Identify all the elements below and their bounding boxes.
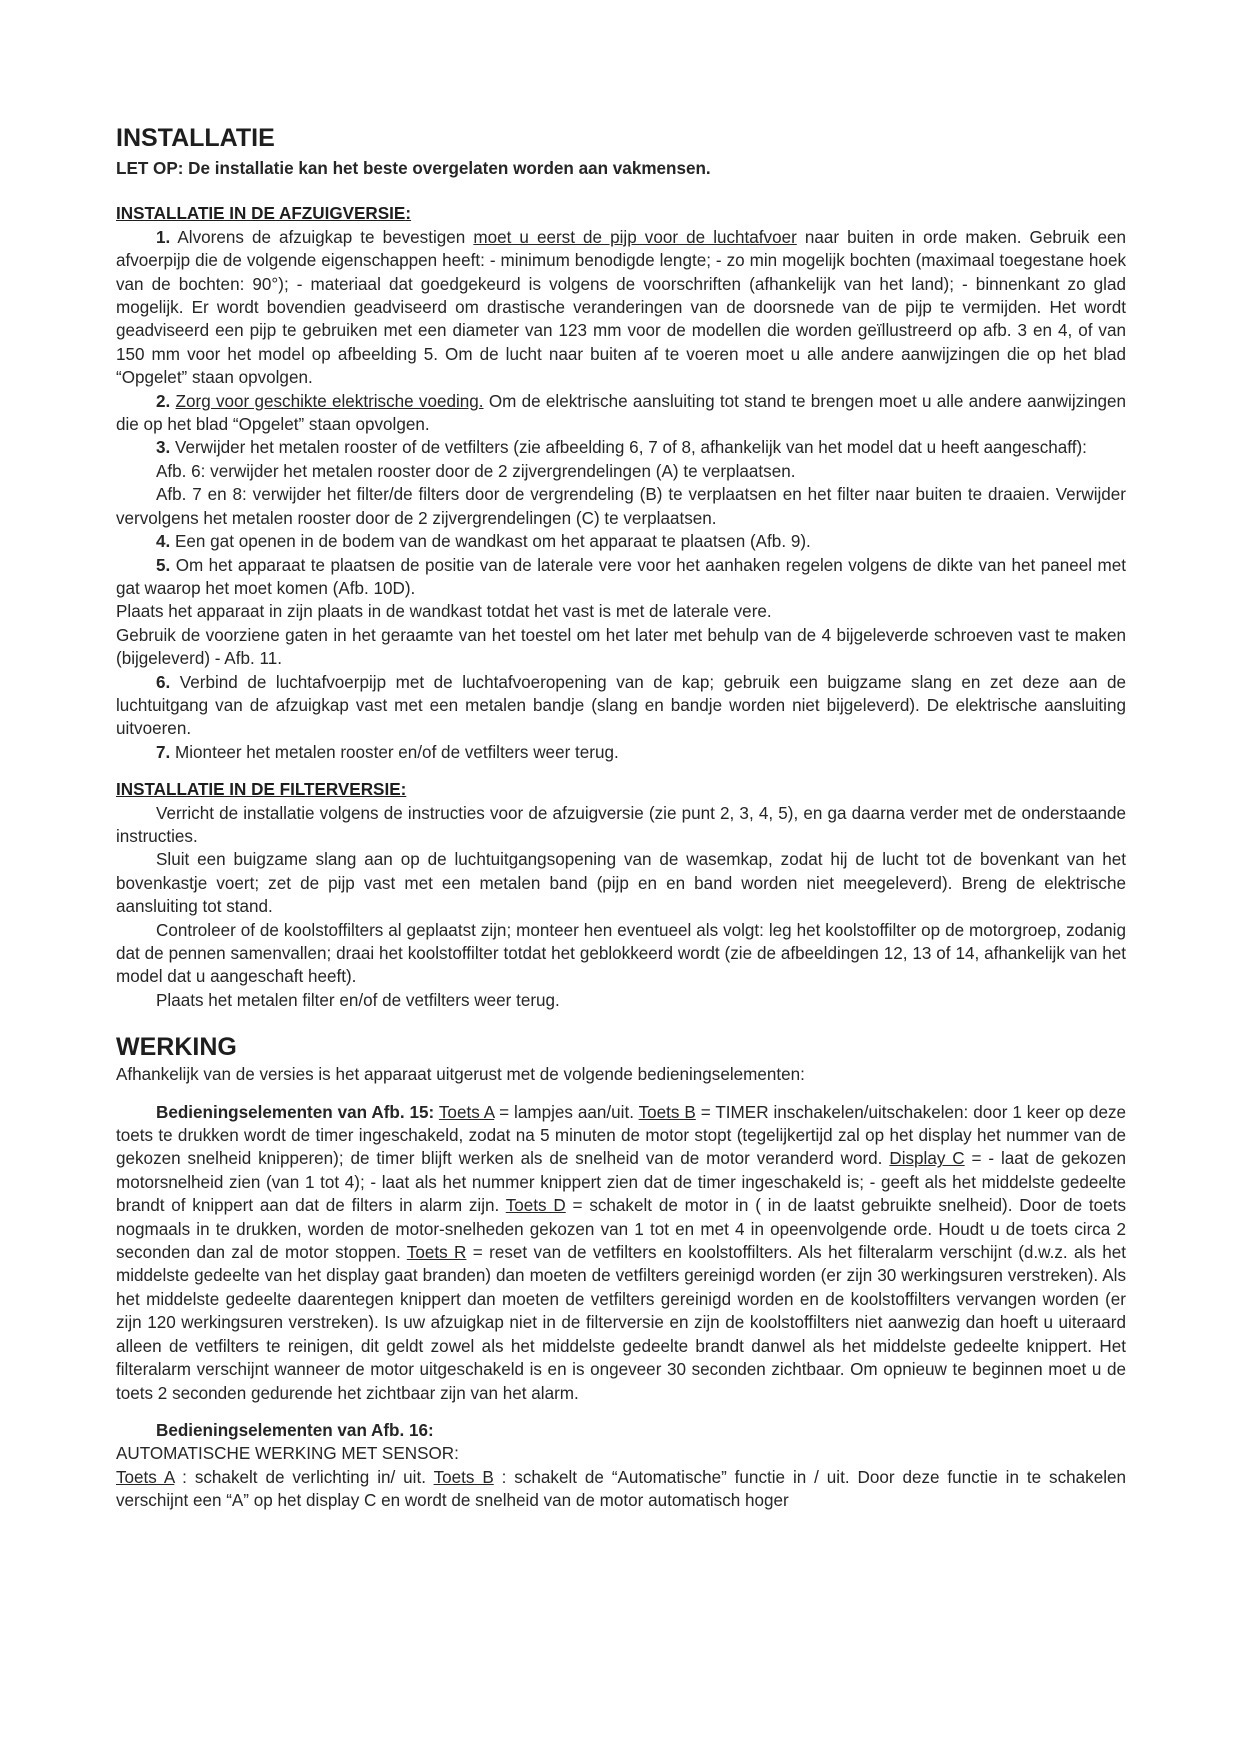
- step-6: 6. Verbind de luchtafvoerpijp met de luchtafvoeropening van de kap; gebruik een buigzame slang en zet deze aan de luchtuitgang van de afzuigkap vast met een metalen bandje (slang en bandje worden niet bijgeleverd). De elektrische aansluiting uitvoeren.: [116, 672, 1126, 739]
- controls-afb16: Toets A : schakelt de verlichting in/ uit. Toets B : schakelt de “Automatische” functie in / uit. Door deze functie in te schakelen verschijnt een “A” op het display C en wordt de snelheid van de motor automatisch hoger: [116, 1467, 1127, 1511]
- spacer: [116, 1012, 1126, 1033]
- controls-afb16-label: Bedieningselementen van Afb. 16:: [156, 1420, 434, 1440]
- document-page: [116, 124, 1126, 1513]
- subheading-afzuigversie: INSTALLATIE IN DE AFZUIGVERSIE:: [116, 204, 412, 224]
- step-5: 5. Om het apparaat te plaatsen de positie van de laterale vere voor het aanhaken regelen volgens de dikte van het paneel met gat waarop het moet komen (Afb. 10D).: [116, 555, 1126, 598]
- filter-paragraph-4: Plaats het metalen filter en/of de vetfilters weer terug.: [156, 990, 560, 1010]
- filter-paragraph-2: Sluit een buigzame slang aan op de luchtuitgangsopening van de wasemkap, zodat hij de lucht tot de bovenkant van het bovenkastje voert; zet de pijp vast met een metalen band (pijp en en band worden niet meegeleverd). Breng de elektrische aansluiting tot stand.: [116, 850, 1126, 917]
- auto-sensor-heading: AUTOMATISCHE WERKING MET SENSOR:: [116, 1444, 459, 1464]
- step-7: 7. Mionteer het metalen rooster en/of de vetfilters weer terug.: [156, 742, 619, 762]
- spacer: [116, 1087, 1126, 1101]
- subheading-filterversie: INSTALLATIE IN DE FILTERVERSIE:: [116, 780, 407, 800]
- step-1: 1. Alvorens de afzuigkap te bevestigen moet u eerst de pijp voor de luchtafvoer naar buiten in orde maken. Gebruik een afvoerpijp die de volgende eigenschappen heeft: - minimum benodigde lengte; - zo min mogelijk bochten (maximaal toegestane hoek van de bochten: 90°); - materiaal dat goedgekeurd is volgens de voorschriften (afhankelijk van het land); - binnenkant zo glad mogelijk. Er wordt bovendien geadviseerd om drastische veranderingen van de doorsnede van de pijp te vermijden. Het wordt geadviseerd een pijp te gebruiken met een diameter van 123 mm voor de modellen die worden geïllustreerd op afb. 3 en 4, of van 150 mm voor het model op afbeelding 5. Om de lucht naar buiten af te voeren moet u alle andere aanwijzingen die op het blad “Opgelet” staan opvolgen.: [116, 227, 1126, 388]
- step-3: 3. Verwijder het metalen rooster of de vetfilters (zie afbeelding 6, 7 of 8, afhankelijk van het model dat u heeft aangeschaff):: [156, 438, 1087, 458]
- section-title-werking: WERKING: [116, 1033, 237, 1062]
- controls-afb15: Bedieningselementen van Afb. 15: Toets A = lampjes aan/uit. Toets B = TIMER inschakelen/uitschakelen: door 1 keer op deze toets te drukken wordt de timer ingeschakeld, zodat na 5 minuten de motor stopt (tegelijkertijd zal op het display het nummer van de gekozen snelheid knipperen); de timer blijft werken als de snelheid van de motor veranderd word. Display C = - laat de gekozen motorsnelheid zien (van 1 tot 4); - laat als het nummer knippert zien dat de timer ingeschakeld is; - geeft als het middelste gedeelte brandt of knippert aan dat de filters in alarm zijn. Toets D = schakelt de motor in ( in de laatst gebruikte snelheid). Door de toets nogmaals in te drukken, worden de motor-snelheden gekozen van 1 tot en met 4 in opeenvolgende orde. Houdt u de toets circa 2 seconden dan zal de motor stoppen. Toets R = reset van de vetfilters en koolstoffilters. Als het filteralarm verschijnt (d.w.z. als het middelste gedeelte van het display gaat branden) dan moeten de vetfilters gereinigd worden (er zijn 30 werkingsuren verstreken). Als het middelste gedeelte daarentegen knippert dan moeten de vetfilters gereinigd worden en de koolstoffilters vervangen worden (er zijn 120 werkingsuren verstreken). Is uw afzuigkap niet in de filterversie en zijn de koolstoffilters niet aanwezig dan hoeft u uiteraard alleen de vetfilters te reinigen, dit geldt zowel als het middelste gedeelte brandt danwel als het middelste gedeelte knippert. Het filteralarm verschijnt wanneer de motor uitgeschakeld is en is ongeveer 30 seconden zichtbaar. Om opnieuw te beginnen moet u de toets 2 seconden gedurende het zichtbaar zijn van het alarm.: [116, 1102, 1127, 1403]
- step-2: 2. Zorg voor geschikte elektrische voeding. Om de elektrische aansluiting tot stand te brengen moet u alle andere aanwijzingen die op het blad “Opgelet” staan opvolgen.: [116, 391, 1126, 435]
- step-3-afb78: Afb. 7 en 8: verwijder het filter/de filters door de vergrendeling (B) te verplaatsen en het filter naar buiten te draaien. Verwijder vervolgens het metalen rooster door de 2 zijvergrendelingen (C) te verplaatsen.: [116, 485, 1126, 528]
- filter-paragraph-1: Verricht de installatie volgens de instructies voor de afzuigversie (zie punt 2, 3, 4, 5), en ga daarna verder met de onderstaande instructies.: [116, 803, 1126, 846]
- filter-paragraph-3: Controleer of de koolstoffilters al geplaatst zijn; monteer hen eventueel als volgt: leg het koolstoffilter op de motorgroep, zodanig dat de pennen samenvallen; draai het koolstoffilter totdat het geblokkeerd wordt (zie de afbeeldingen 12, 13 of 14, afhankelijk van het model dat u aangeschaft heeft).: [116, 920, 1126, 987]
- spacer: [116, 764, 1126, 778]
- step-5-c: Gebruik de voorziene gaten in het geraamte van het toestel om het later met behulp van de 4 bijgeleverde schroeven vast te maken (bijgeleverd) - Afb. 11.: [116, 625, 1126, 669]
- step-5-b: Plaats het apparaat in zijn plaats in de wandkast totdat het vast is met de laterale vere.: [116, 602, 772, 622]
- werking-intro: Afhankelijk van de versies is het apparaat uitgerust met de volgende bedieningselementen:: [116, 1065, 805, 1085]
- section-title-installatie: INSTALLATIE: [116, 124, 275, 152]
- step-4: 4. Een gat openen in de bodem van de wandkast om het apparaat te plaatsen (Afb. 9).: [156, 532, 811, 552]
- warning-note: LET OP: De installatie kan het beste overgelaten worden aan vakmensen.: [116, 159, 711, 178]
- spacer: [116, 1405, 1126, 1419]
- step-3-afb6: Afb. 6: verwijder het metalen rooster door de 2 zijvergrendelingen (A) te verplaatsen.: [156, 461, 796, 481]
